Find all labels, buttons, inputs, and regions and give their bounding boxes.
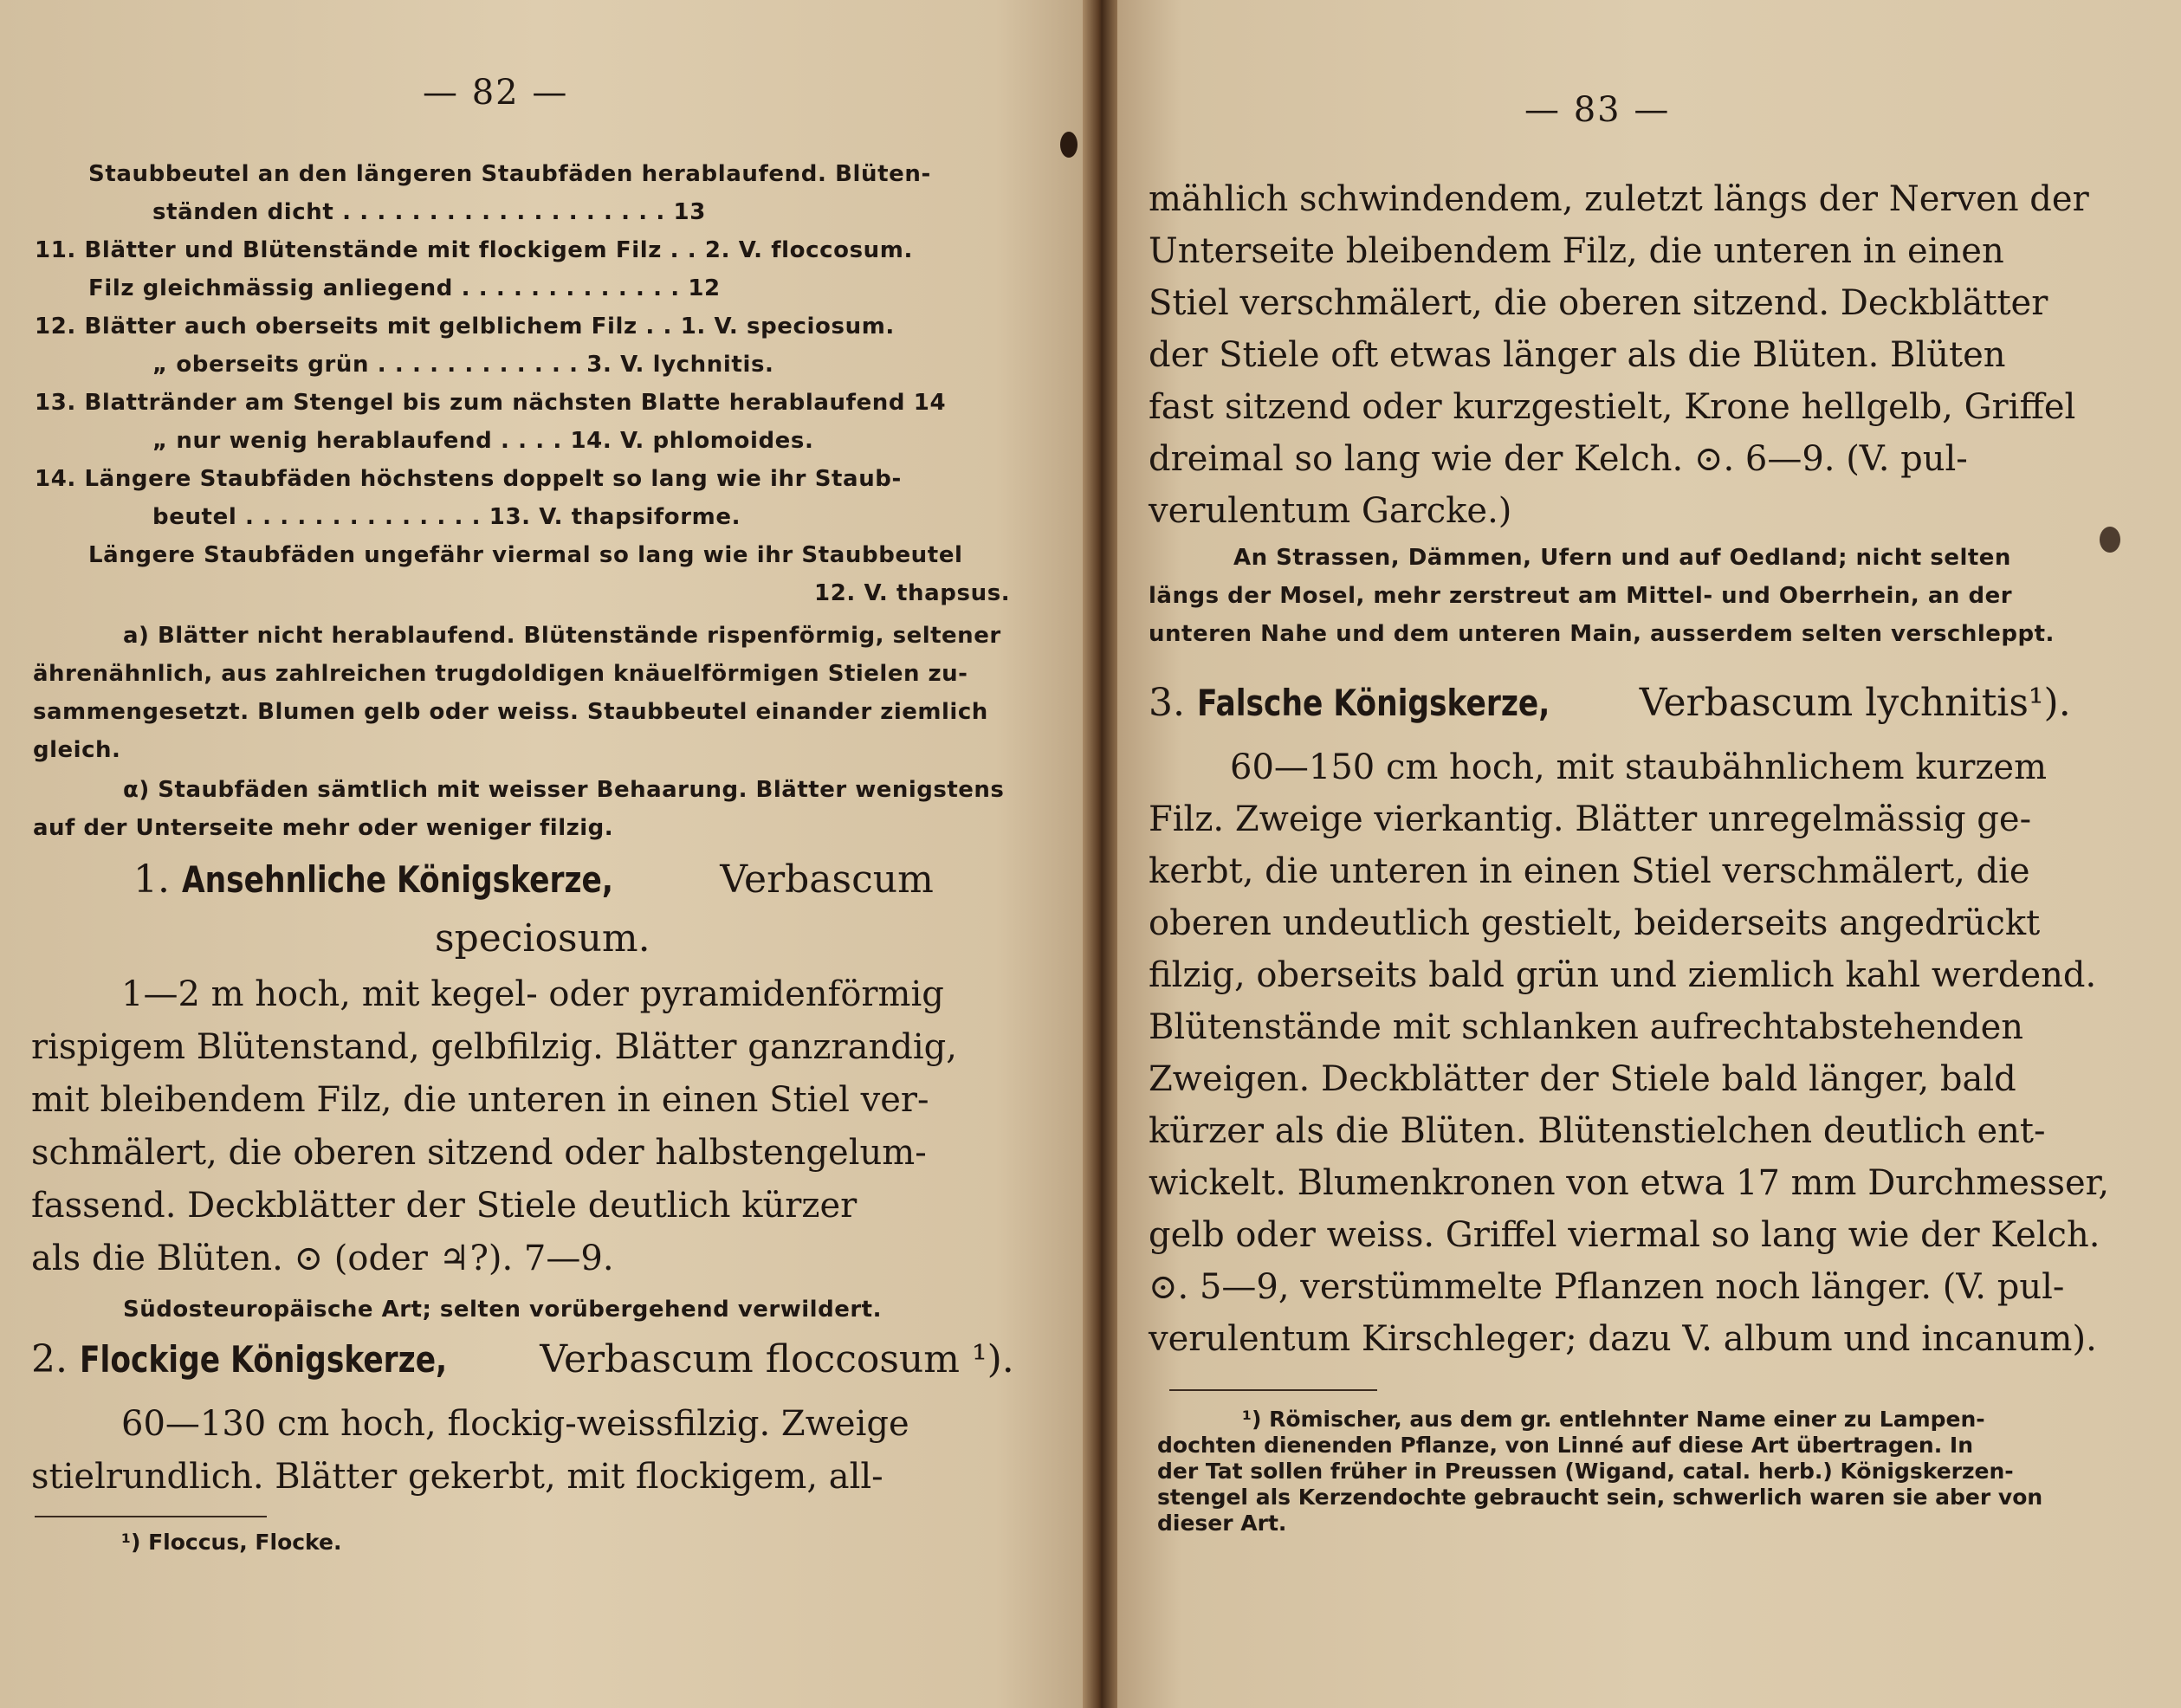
section-a-line: ährenähnlich, aus zahlreichen trugdoldigen knäuelförmigen Stielen zu- (33, 661, 968, 687)
section-a-line: sammengesetzt. Blumen gelb oder weiss. Staubbeutel einander ziemlich (33, 699, 988, 725)
species1-line: 1—2 m hoch, mit kegel- oder pyramidenförmig (121, 974, 944, 1014)
species3-number: 3. (1149, 681, 1185, 725)
key-line: 12. V. thapsus. (814, 580, 1011, 606)
species3-line: Zweigen. Deckblätter der Stiele bald länger, bald (1149, 1059, 2016, 1099)
species3-common-name: Falsche Königskerze, (1196, 682, 1550, 724)
species1-common-name: Ansehnliche Königskerze, (181, 858, 613, 901)
key-line: Längere Staubfäden ungefähr viermal so lang wie ihr Staubbeutel (88, 542, 963, 568)
species1-line: schmälert, die oberen sitzend oder halbstengelum- (31, 1133, 927, 1173)
footnote-line: stengel als Kerzendochte gebraucht sein, schwerlich waren sie aber von (1157, 1485, 2043, 1510)
key-line: ständen dicht . . . . . . . . . . . . . . . . . . . 13 (152, 199, 706, 225)
ink-spot (1060, 132, 1078, 158)
species1-note: Südosteuropäische Art; selten vorübergehend verwildert. (123, 1297, 882, 1323)
left-page (0, 0, 1083, 1708)
footnote-line: dochten dienenden Pflanze, von Linné auf diese Art übertragen. In (1157, 1433, 1973, 1458)
species1-line: fassend. Deckblätter der Stiele deutlich kürzer (31, 1186, 858, 1226)
species1-line: mit bleibendem Filz, die unteren in einen Stiel ver- (31, 1080, 929, 1120)
species3-line: Filz. Zweige vierkantig. Blätter unregelmässig ge- (1149, 799, 2032, 839)
footnote-rule (35, 1516, 267, 1517)
species3-line: kürzer als die Blüten. Blütenstielchen deutlich ent- (1149, 1111, 2046, 1151)
key-line: 12. Blätter auch oberseits mit gelblichem Filz . . 1. V. speciosum. (35, 314, 895, 340)
species1-number: 1. (133, 857, 170, 902)
species2-number: 2. (31, 1337, 68, 1381)
section-alpha-line: auf der Unterseite mehr oder weniger filzig. (33, 815, 614, 841)
species1-line: rispigem Blütenstand, gelbfilzig. Blätter ganzrandig, (31, 1027, 957, 1067)
species3-line: Blütenstände mit schlanken aufrechtabstehenden (1149, 1007, 2024, 1047)
species3-heading (1149, 681, 2071, 725)
species3-line: oberen undeutlich gestielt, beiderseits angedrückt (1149, 903, 2041, 943)
cont-line: der Stiele oft etwas länger als die Blüten. Blüten (1149, 335, 2006, 375)
page-header-82: — 82 — (423, 73, 569, 113)
species2-line: stielrundlich. Blätter gekerbt, mit flockigem, all- (31, 1457, 883, 1497)
footnote-rule (1169, 1389, 1377, 1391)
book-gutter (1083, 0, 1117, 1708)
species1-latin-cont: speciosum. (435, 916, 650, 961)
key-line: Staubbeutel an den längeren Staubfäden herablaufend. Blüten- (88, 161, 931, 187)
key-line: „ nur wenig herablaufend . . . . 14. V. phlomoides. (152, 428, 814, 454)
species3-line: 60—150 cm hoch, mit staubähnlichem kurzem (1230, 747, 2048, 787)
species3-line: verulentum Kirschleger; dazu V. album und incanum). (1149, 1319, 2097, 1359)
cont-line: verulentum Garcke.) (1149, 491, 1512, 531)
species1-heading (133, 857, 934, 902)
species2-heading (31, 1337, 1014, 1381)
key-line: beutel . . . . . . . . . . . . . . 13. V. thapsiforme. (152, 504, 741, 530)
species3-latin: Verbascum lychnitis¹). (1639, 681, 2071, 725)
species2-line: 60—130 cm hoch, flockig-weissfilzig. Zweige (121, 1404, 909, 1444)
habitat-line: unteren Nahe und dem unteren Main, ausserdem selten verschleppt. (1149, 621, 2055, 647)
section-a-line: a) Blätter nicht herablaufend. Blütenstände rispenförmig, seltener (123, 623, 1001, 649)
cont-line: fast sitzend oder kurzgestielt, Krone hellgelb, Griffel (1149, 387, 2076, 427)
species1-latin: Verbascum (720, 857, 934, 902)
page-header-83: — 83 — (1524, 90, 1671, 130)
footnote-line: ¹) Römischer, aus dem gr. entlehnter Name einer zu Lampen- (1242, 1407, 1985, 1432)
footnote-line: der Tat sollen früher in Preussen (Wigand, catal. herb.) Königskerzen- (1157, 1459, 2014, 1484)
species3-line: kerbt, die unteren in einen Stiel verschmälert, die (1149, 851, 2030, 891)
footnote: ¹) Floccus, Flocke. (121, 1530, 342, 1555)
section-alpha-line: α) Staubfäden sämtlich mit weisser Behaarung. Blätter wenigstens (123, 777, 1005, 803)
species3-line: gelb oder weiss. Griffel viermal so lang wie der Kelch. (1149, 1215, 2100, 1255)
key-line: 13. Blattränder am Stengel bis zum nächsten Blatte herablaufend 14 (35, 390, 947, 416)
species1-line: als die Blüten. ⊙ (oder ♃?). 7—9. (31, 1239, 614, 1278)
species2-common-name: Flockige Königskerze, (79, 1338, 448, 1381)
key-line: 11. Blätter und Blütenstände mit flockigem Filz . . 2. V. floccosum. (35, 237, 913, 263)
species2-latin: Verbascum floccosum ¹). (540, 1337, 1014, 1381)
cont-line: mählich schwindendem, zuletzt längs der Nerven der (1149, 179, 2089, 219)
right-page (1117, 0, 2181, 1708)
cont-line: Stiel verschmälert, die oberen sitzend. Deckblätter (1149, 283, 2048, 323)
habitat-line: An Strassen, Dämmen, Ufern und auf Oedland; nicht selten (1233, 545, 2011, 571)
species3-line: filzig, oberseits bald grün und ziemlich kahl werdend. (1149, 955, 2097, 995)
habitat-line: längs der Mosel, mehr zerstreut am Mittel- und Oberrhein, an der (1149, 583, 2013, 609)
cont-line: dreimal so lang wie der Kelch. ⊙. 6—9. (V. pul- (1149, 439, 1968, 479)
footnote-line: dieser Art. (1157, 1511, 1287, 1536)
ink-spot (2100, 527, 2120, 553)
key-line: Filz gleichmässig anliegend . . . . . . . . . . . . . 12 (88, 275, 721, 301)
section-a-line: gleich. (33, 737, 121, 763)
key-line: 14. Längere Staubfäden höchstens doppelt so lang wie ihr Staub- (35, 466, 902, 492)
cont-line: Unterseite bleibendem Filz, die unteren in einen (1149, 231, 2004, 271)
species3-line: wickelt. Blumenkronen von etwa 17 mm Durchmesser, (1149, 1163, 2110, 1203)
key-line: „ oberseits grün . . . . . . . . . . . . 3. V. lychnitis. (152, 352, 774, 378)
species3-line: ⊙. 5—9, verstümmelte Pflanzen noch länger. (V. pul- (1149, 1267, 2065, 1307)
